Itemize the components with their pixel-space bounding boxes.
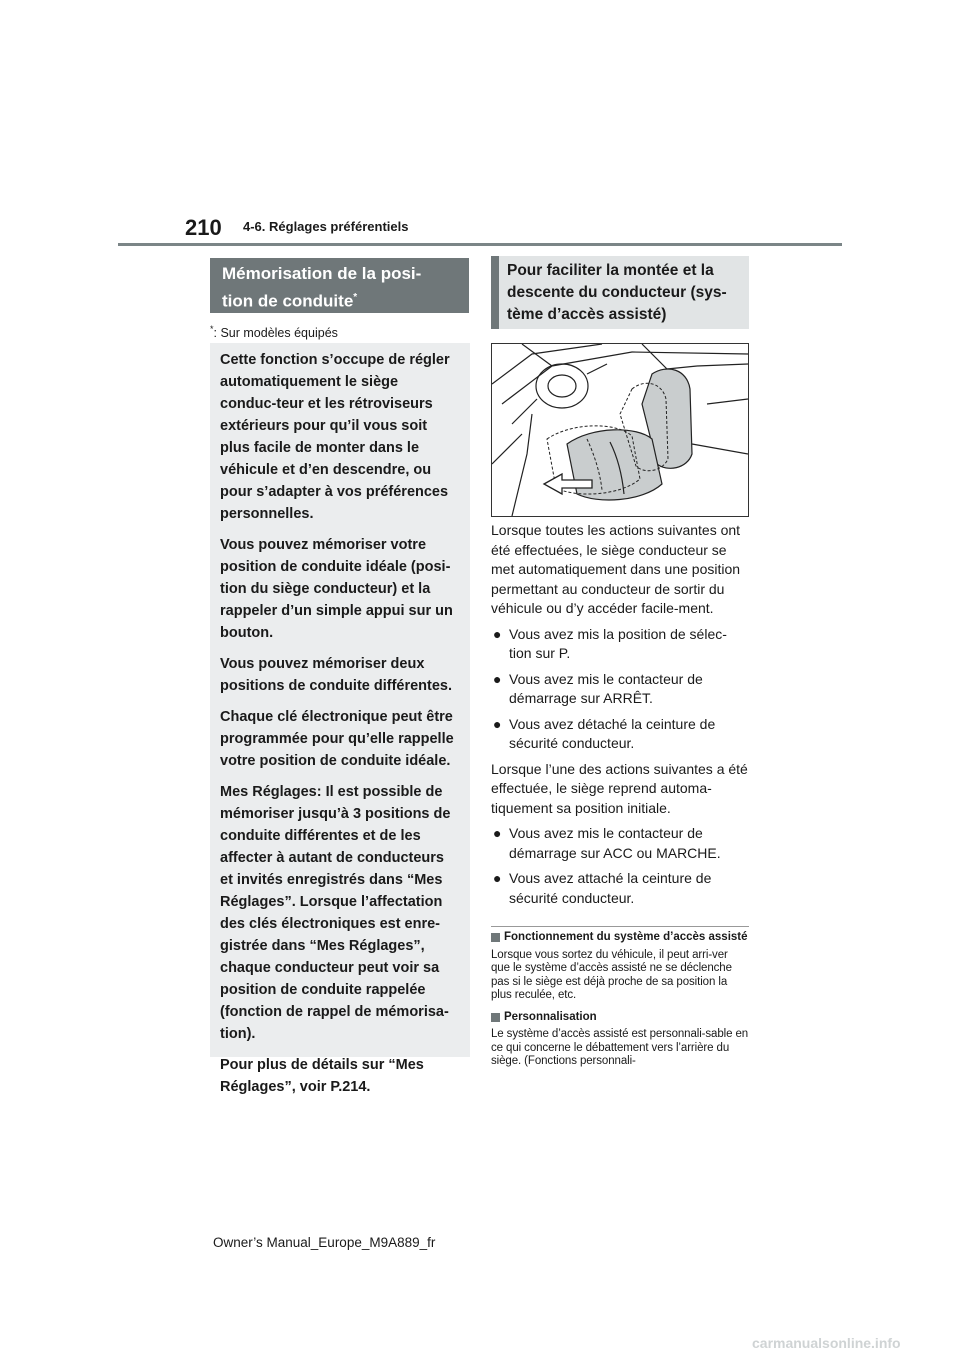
note-title: Fonctionnement du système d’accès assisté xyxy=(491,931,749,945)
bullet-dot-icon: ● xyxy=(493,670,502,687)
seat-illustration xyxy=(491,343,749,517)
intro-paragraph: Lorsque toutes les actions suivantes ont été effectuées, le siège conducteur se met automatiquement dans une position permettant au conducteur de sortir du véhicule ou d’y accéder facile-ment. xyxy=(491,522,741,616)
info-paragraph-link[interactable]: Pour plus de détails sur “Mes Réglages”, voir P.214. xyxy=(220,1057,424,1095)
info-paragraph: Cette fonction s’occupe de régler automatiquement le siège conduc-teur et les rétroviseurs extérieurs pour qu’il vous soit plus facile de monter dans le véhicule et d’en descendre, ou pour s’adapter à vos préférences personnelles. xyxy=(220,352,450,522)
note-title: Personnalisation xyxy=(491,1011,749,1025)
page-number: 210 xyxy=(185,215,222,240)
info-paragraph: Vous pouvez mémoriser deux positions de conduite différentes. xyxy=(220,656,453,694)
bullet-item: ● Vous avez détaché la ceinture de sécurité conducteur. xyxy=(493,715,716,751)
info-paragraph: Mes Réglages: Il est possible de mémoriser jusqu’à 3 positions de conduite différentes et de les affecter à autant de conducteurs et invités enregistrés dans “Mes Réglages”. Lorsque l’affectation des clés électroniques est enre-gistrée dans “Mes Réglages”, chaque conducteur peut voir sa position de conduite rappelée (fonction de rappel de mémorisa-tion). xyxy=(220,784,451,1042)
note-body: Le système d’accès assisté est personnali-sable en ce qui concerne le débattement vers l’arrière du siège. (Fonctions personnali- xyxy=(491,1028,749,1067)
bullet-dot-icon: ● xyxy=(493,870,502,886)
left-heading-line2: tion de conduite xyxy=(222,291,354,311)
header-rule xyxy=(118,243,842,246)
bullet-dot-icon: ● xyxy=(493,715,502,732)
note-body: Lorsque vous sortez du véhicule, il peut arri-ver que le système d’accès assisté ne se déclenche pas si le siège est déjà proche de sa position la plus reculée, etc. xyxy=(491,948,732,1001)
square-bullet-icon xyxy=(491,933,500,942)
info-box xyxy=(210,343,470,1095)
heading-asterisk: * xyxy=(353,292,358,303)
square-bullet-icon xyxy=(491,1013,500,1022)
section-title: 4-6. Réglages préférentiels xyxy=(243,219,409,234)
bullet-dot-icon: ● xyxy=(493,625,502,642)
notes-divider xyxy=(491,926,749,927)
bullet-item: ● Vous avez attaché la ceinture de sécurité conducteur. xyxy=(493,870,712,906)
bullet-item: ● Vous avez mis le contacteur de démarrage sur ARRÊT. xyxy=(493,670,703,706)
bullet-item: ● Vous avez mis le contacteur de démarrage sur ACC ou MARCHE. xyxy=(493,825,721,861)
notes-section xyxy=(491,931,749,1077)
info-paragraph: Chaque clé électronique peut être programmée pour qu’elle rappelle votre position de conduite idéale. xyxy=(220,709,454,769)
watermark: carmanualsonline.info xyxy=(752,1335,901,1351)
info-paragraph: Vous pouvez mémoriser votre position de conduite idéale (posi-tion du siège conducteur) et la rappeler d’un simple appui sur un bouton. xyxy=(220,537,453,641)
right-body xyxy=(491,521,749,914)
seat-drawing xyxy=(492,344,748,516)
bullet-dot-icon: ● xyxy=(493,825,502,841)
bullet-item: ● Vous avez mis la position de sélec-tion sur P. xyxy=(493,625,727,661)
footer-text: Owner’s Manual_Europe_M9A889_fr xyxy=(213,1235,436,1250)
right-section-heading: Pour faciliter la montée et la descente du conducteur (sys-tème d’accès assisté) xyxy=(491,256,749,329)
left-heading-line1: Mémorisation de la posi- xyxy=(222,264,422,283)
middle-paragraph: Lorsque l’une des actions suivantes a été effectuée, le siège reprend automa-tiquement sa position initiale. xyxy=(491,760,748,816)
left-section-heading xyxy=(210,258,469,313)
footnote xyxy=(210,324,338,340)
footnote-text: : Sur modèles équipés xyxy=(213,326,338,341)
footnote-asterisk: * xyxy=(210,324,214,334)
